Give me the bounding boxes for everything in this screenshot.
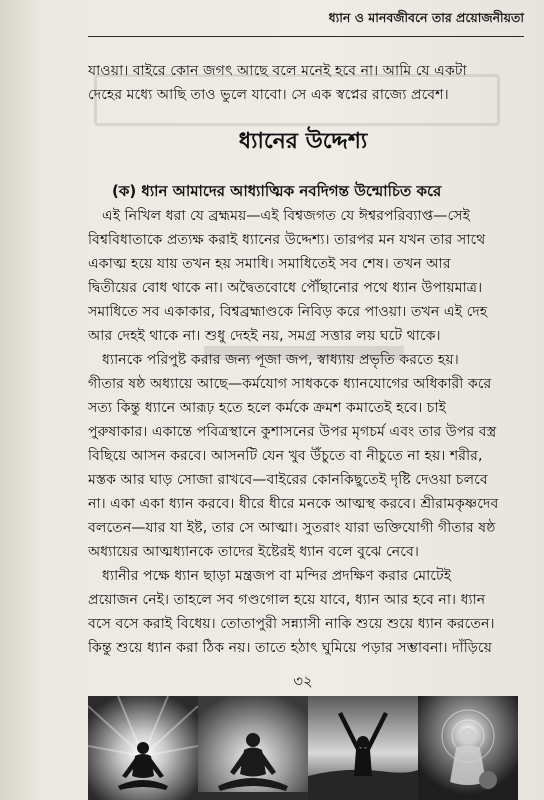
- text-line: দেহের মধ্যে আছি তাও ভুলে যাবো। সে এক স্বপ্নের রাজ্যে প্রবেশ।: [88, 87, 449, 103]
- text-line: না। একা একা ধ্যান করবে। ধীরে ধীরে মনকে আত্মস্থ করবে। শ্রীরামকৃষ্ণদেব: [88, 496, 499, 512]
- meditation-photo-lotus: [198, 696, 308, 800]
- section-subheading: (ক) ধ্যান আমাদের আধ্যাত্মিক নবদিগন্ত উন্মোচিত করে: [112, 182, 442, 200]
- meditation-photo-rays: [88, 696, 198, 800]
- text-line: বিছিয়ে আসন করবে। আসনটি যেন খুব উঁচুতে বা নীচুতে না হয়। শরীর,: [88, 448, 483, 464]
- meditation-image-strip: [88, 696, 518, 800]
- text-line: বলতেন—যার যা ইষ্ট, তার সে আত্মা। সুতরাং যারা ভক্তিযোগী গীতার ষষ্ঠ: [88, 520, 496, 536]
- text-line: ধ্যানকে পরিপুষ্ট করার জন্য পূজা জপ, স্বাধ্যায় প্রভৃতি করতে হয়।: [102, 352, 459, 368]
- text-line: গীতার ষষ্ঠ অধ্যায়ে আছে—কর্মযোগ সাধককে ধ্যানযোগের অধিকারী করে: [88, 376, 492, 392]
- page-number: ৩২: [293, 672, 313, 690]
- text-line: এই নিখিল ধরা যে ব্রহ্মময়—এই বিশ্বজগত যে ঈশ্বরপরিব্যাপ্ত—সেই: [102, 208, 470, 224]
- text-line: অধ্যায়ের আত্মধ্যানকে তাদের ইষ্টেরই ধ্যান বলে বুঝে নেবে।: [88, 544, 419, 560]
- header-rule: [88, 36, 524, 37]
- meditation-photo-raised-arms: [308, 696, 418, 800]
- text-line: প্রয়োজন নেই। তাহলে সব গণ্ডগোল হয়ে যাবে, ধ্যান আর হবে না। ধ্যান: [88, 592, 486, 608]
- section-title: ধ্যানের উদ্দেশ্য: [238, 129, 368, 154]
- text-line: দ্বিতীয়ের বোধ থাকে না। অদ্বৈতবোধে পৌঁছানোর পথে ধ্যান উপায়মাত্র।: [88, 280, 483, 296]
- text-line: বসে বসে করাই বিধেয়। তোতাপুরী সন্ন্যাসী নাকি শুয়ে শুয়ে ধ্যান করতেন।: [88, 616, 495, 632]
- text-line: সত্য কিন্তু ধ্যানে আরূঢ় হতে হলে কর্মকে ক্রমশ কমাতেই হবে। চাই: [88, 400, 446, 416]
- text-line: যাওয়া। বাইরে কোন জগৎ আছে বলে মনেই হবে না। আমি যে একটা: [88, 63, 467, 79]
- meditation-photo-aura: [418, 696, 518, 800]
- text-line: কিন্তু শুয়ে ধ্যান করা ঠিক নয়। তাতে হঠাৎ ঘুমিয়ে পড়ার সম্ভাবনা। দাঁড়িয়ে: [88, 640, 492, 656]
- text-line: পুরুষাকার। একান্তে পবিত্রস্থানে কুশাসনের উপর মৃগচর্ম এবং তার উপর বস্ত্র: [88, 424, 497, 440]
- text-line: একাত্ম হয়ে যায় তখন হয় সমাধি। সমাধিতেই সব শেষ। তখন আর: [88, 256, 451, 272]
- running-header: ধ্যান ও মানবজীবনে তার প্রয়োজনীয়তা: [328, 10, 524, 25]
- text-line: মস্তক আর ঘাড় সোজা রাখবে—বাইরের কোনকিছুতেই দৃষ্টি দেওয়া চলবে: [88, 472, 488, 488]
- text-line: আর দেহই থাকে না। শুধু দেহই নয়, সমগ্র সত্তার লয় ঘটে থাকে।: [88, 328, 441, 344]
- text-line: ধ্যানীর পক্ষে ধ্যান ছাড়া মন্ত্রজপ বা মন্দির প্রদক্ষিণ করার মোটেই: [102, 568, 452, 584]
- text-line: বিশ্ববিধাতাকে প্রত্যক্ষ করাই ধ্যানের উদ্দেশ্য। তারপর মন যখন তার সাথে: [88, 232, 486, 248]
- text-line: সমাধিতে সব একাকার, বিশ্বব্রহ্মাণ্ডকে নিবিড় করে পাওয়া। তখন এই দেহ: [88, 304, 488, 320]
